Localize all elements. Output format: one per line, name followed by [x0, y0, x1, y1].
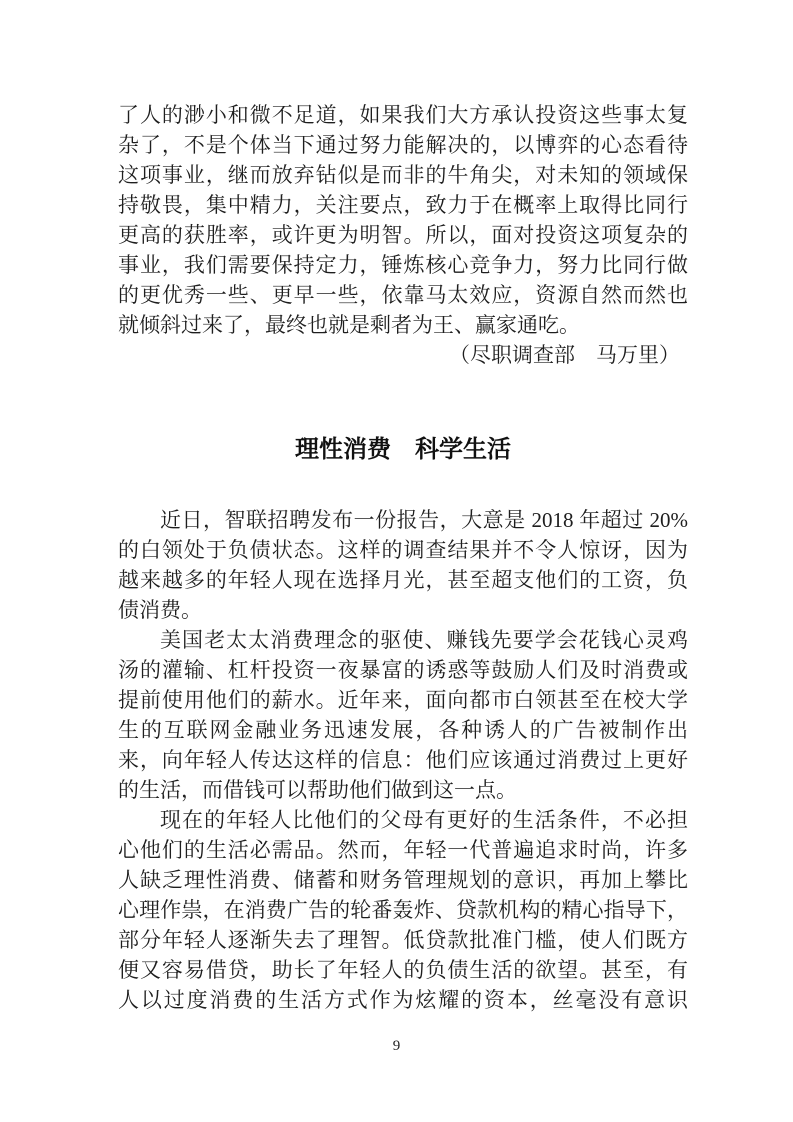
page-number: 9 — [392, 1038, 401, 1054]
text-line: 的白领处于负债状态。这样的调查结果并不令人惊讶，因为 — [118, 538, 688, 562]
text-line: 心他们的生活必需品。然而，年轻一代普遍追求时尚，许多 — [118, 838, 688, 862]
article-title: 理性消费 科学生活 — [295, 436, 511, 463]
text-line: 事业，我们需要保持定力，锤炼核心竞争力，努力比同行做 — [118, 253, 688, 277]
text-line: 更高的获胜率，或许更为明智。所以，面对投资这项复杂的 — [118, 223, 688, 247]
text-line: 汤的灌输、杠杆投资一夜暴富的诱惑等鼓励人们及时消费或 — [118, 658, 688, 682]
attribution: （尽职调查部 马万里） — [449, 343, 680, 367]
previous-article-continuation — [118, 100, 688, 340]
text-line: 就倾斜过来了，最终也就是剩者为王、赢家通吃。 — [118, 313, 580, 337]
text-line: 这项事业，继而放弃钻似是而非的牛角尖，对未知的领域保 — [118, 163, 688, 187]
paragraph — [118, 505, 688, 625]
text-block — [118, 100, 688, 1015]
paragraph — [118, 625, 688, 805]
paragraph — [118, 805, 688, 1015]
article-body — [118, 505, 688, 1015]
text-line: 越来越多的年轻人现在选择月光，甚至超支他们的工资，负 — [118, 568, 688, 592]
text-line: 了人的渺小和微不足道，如果我们大方承认投资这些事太复 — [118, 103, 688, 127]
text-line: 债消费。 — [118, 598, 202, 622]
text-line: 美国老太太消费理念的驱使、赚钱先要学会花钱心灵鸡 — [160, 628, 688, 652]
text-line: 现在的年轻人比他们的父母有更好的生活条件，不必担 — [160, 808, 688, 832]
text-line: 持敬畏，集中精力，关注要点，致力于在概率上取得比同行 — [118, 193, 688, 217]
text-line: 便又容易借贷，助长了年轻人的负债生活的欲望。甚至，有 — [118, 958, 688, 982]
text-line: 部分年轻人逐渐失去了理智。低贷款批准门槛，使人们既方 — [118, 928, 688, 952]
text-line: 近日，智联招聘发布一份报告，大意是 2018 年超过 20% — [160, 508, 688, 532]
text-line: 提前使用他们的薪水。近年来，面向都市白领甚至在校大学 — [118, 688, 688, 712]
text-line: 人以过度消费的生活方式作为炫耀的资本，丝毫没有意识 — [118, 988, 688, 1012]
text-line: 人缺乏理性消费、储蓄和财务管理规划的意识，再加上攀比 — [118, 868, 688, 892]
text-line: 心理作祟，在消费广告的轮番轰炸、贷款机构的精心指导下， — [118, 898, 688, 922]
text-line: 杂了，不是个体当下通过努力能解决的，以博弈的心态看待 — [118, 133, 688, 157]
text-line: 来，向年轻人传达这样的信息：他们应该通过消费过上更好 — [118, 748, 688, 772]
text-line: 的更优秀一些、更早一些，依靠马太效应，资源自然而然也 — [118, 283, 688, 307]
text-line: 生的互联网金融业务迅速发展，各种诱人的广告被制作出 — [118, 718, 688, 742]
text-line: 的生活，而借钱可以帮助他们做到这一点。 — [118, 778, 517, 802]
